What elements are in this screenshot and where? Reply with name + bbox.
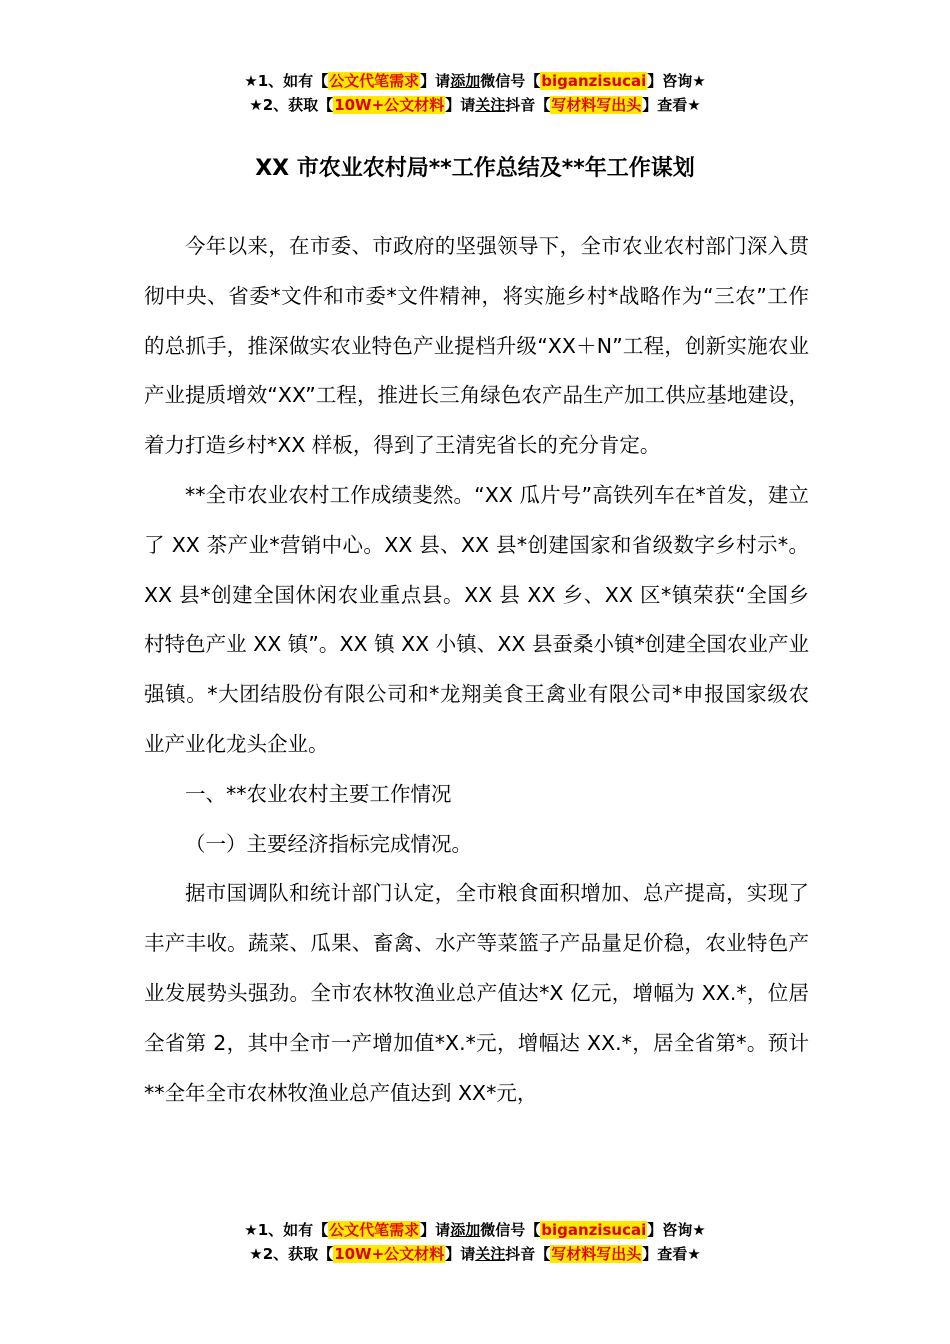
- highlight-materials: 10W+公文材料: [334, 1245, 445, 1263]
- highlight-service: 公文代笔需求: [329, 72, 420, 90]
- section-heading-1: 一、**农业农村主要工作情况: [185, 781, 452, 806]
- document-title: XX 市农业农村局**工作总结及**年工作谋划: [255, 156, 695, 181]
- document-body: [144, 222, 809, 1118]
- highlight-wechat-id: biganzisucai: [541, 72, 647, 90]
- paragraph-achievements: **全市农业农村工作成绩斐然。“XX 瓜片号”高铁列车在*首发，建立了 XX 茶产业*营销中心。XX 县、XX 县*创建国家和省级数字乡村示*。XX 县*创建全国休闲农业重点县。XX 县 XX 乡、XX 区*镇荣获“全国乡村特色产业 XX 镇”。XX 镇 XX 小镇、XX 县蚕桑小镇*创建全国农业产业强镇。*大团结股份有限公司和*龙翔美食王禽业有限公司*申报国家级农业产业化龙头企业。: [144, 482, 809, 756]
- paragraph-intro: 今年以来，在市委、市政府的坚强领导下，全市农业农村部门深入贯彻中央、省委*文件和市委*文件精神，将实施乡村*战略作为“三农”工作的总抓手，推深做实农业特色产业提档升级“XX＋N”工程，创新实施农业产业提质增效“XX”工程，推进长三角绿色农产品生产加工供应基地建设，着力打造乡村*XX 样板，得到了王清宪省长的充分肯定。: [144, 234, 809, 458]
- highlight-service: 公文代笔需求: [329, 1221, 420, 1239]
- banner-line-2: ★2、获取【10W+公文材料】请关注抖音【写材料写出头】查看★: [249, 1245, 701, 1263]
- star-icon: ★: [249, 96, 263, 114]
- highlight-douyin-id: 写材料写出头: [551, 96, 642, 114]
- banner-line-1: ★1、如有【公文代笔需求】请添加微信号【biganzisucai】咨询★: [244, 72, 706, 90]
- highlight-materials: 10W+公文材料: [334, 96, 445, 114]
- header-banner: [0, 69, 950, 117]
- highlight-douyin-id: 写材料写出头: [551, 1245, 642, 1263]
- star-icon: ★: [249, 1245, 263, 1263]
- banner-line-2: ★2、获取【10W+公文材料】请关注抖音【写材料写出头】查看★: [249, 96, 701, 114]
- star-icon: ★: [244, 72, 258, 90]
- banner-line-1: ★1、如有【公文代笔需求】请添加微信号【biganzisucai】咨询★: [244, 1221, 706, 1239]
- subsection-heading-1: （一）主要经济指标完成情况。: [185, 831, 472, 856]
- highlight-wechat-id: biganzisucai: [541, 1221, 647, 1239]
- footer-banner: [0, 1218, 950, 1266]
- star-icon: ★: [244, 1221, 258, 1239]
- paragraph-economic-indicators: 据市国调队和统计部门认定，全市粮食面积增加、总产提高，实现了丰产丰收。蔬菜、瓜果、畜禽、水产等菜篮子产品量足价稳，农业特色产业发展势头强劲。全市农林牧渔业总产值达*X 亿元，增幅为 XX.*，位居全省第 2，其中全市一产增加值*X.*元，增幅达 XX.*，居全省第*。预计**全年全市农林牧渔业总产值达到 XX*元，: [144, 881, 809, 1105]
